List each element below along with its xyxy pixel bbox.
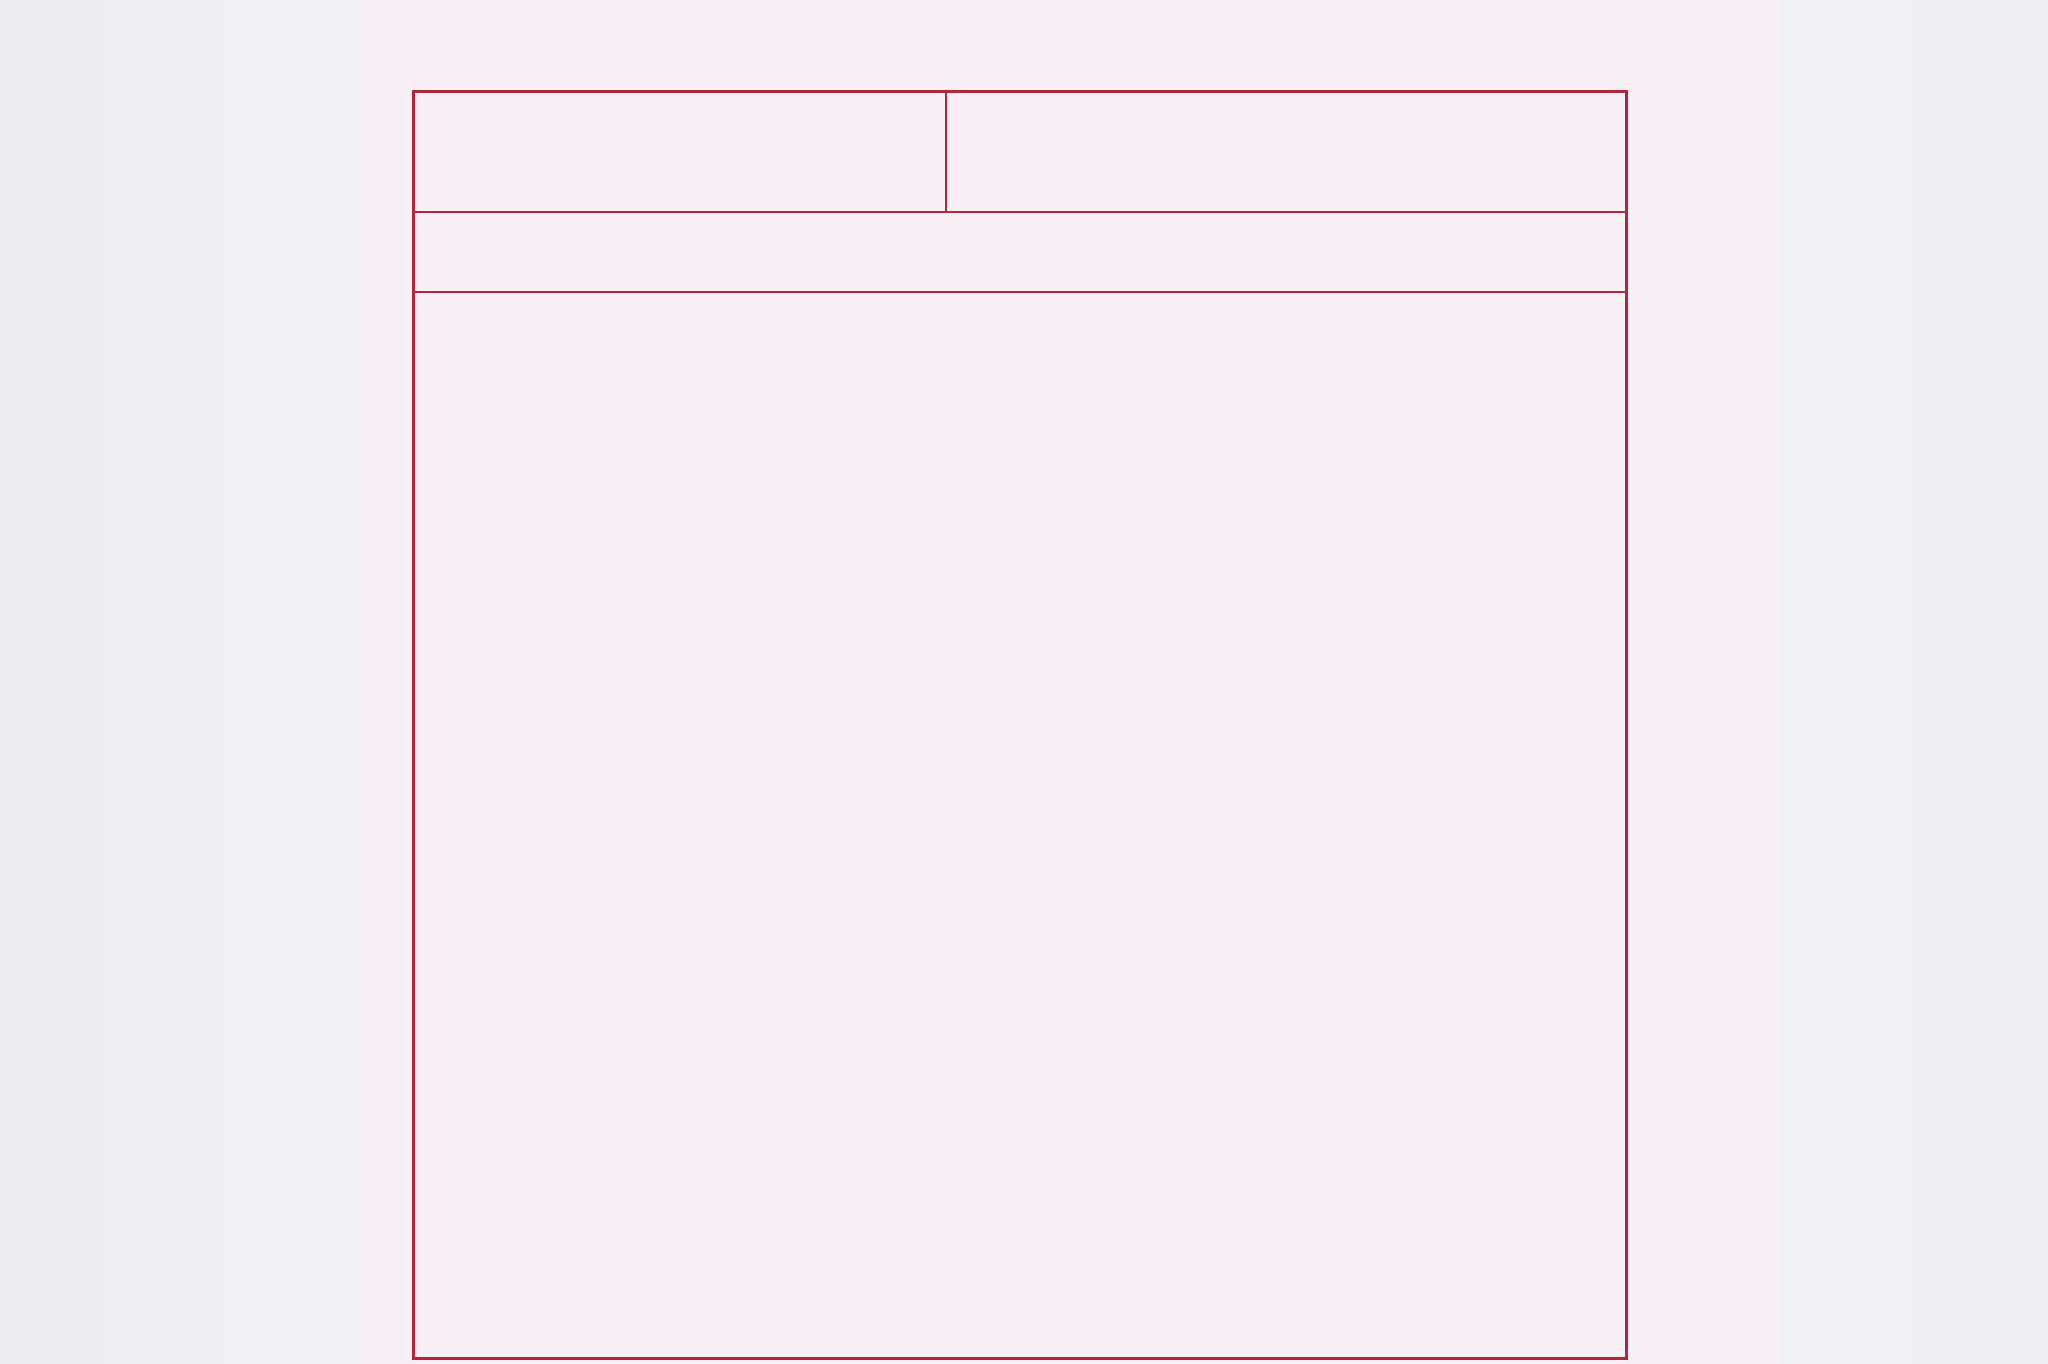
report-paper [360, 0, 1780, 1364]
alignment-report [412, 90, 1628, 1360]
title-bottom-rule [415, 291, 1625, 293]
header-divider [945, 93, 947, 211]
header-bottom-rule [415, 211, 1625, 213]
